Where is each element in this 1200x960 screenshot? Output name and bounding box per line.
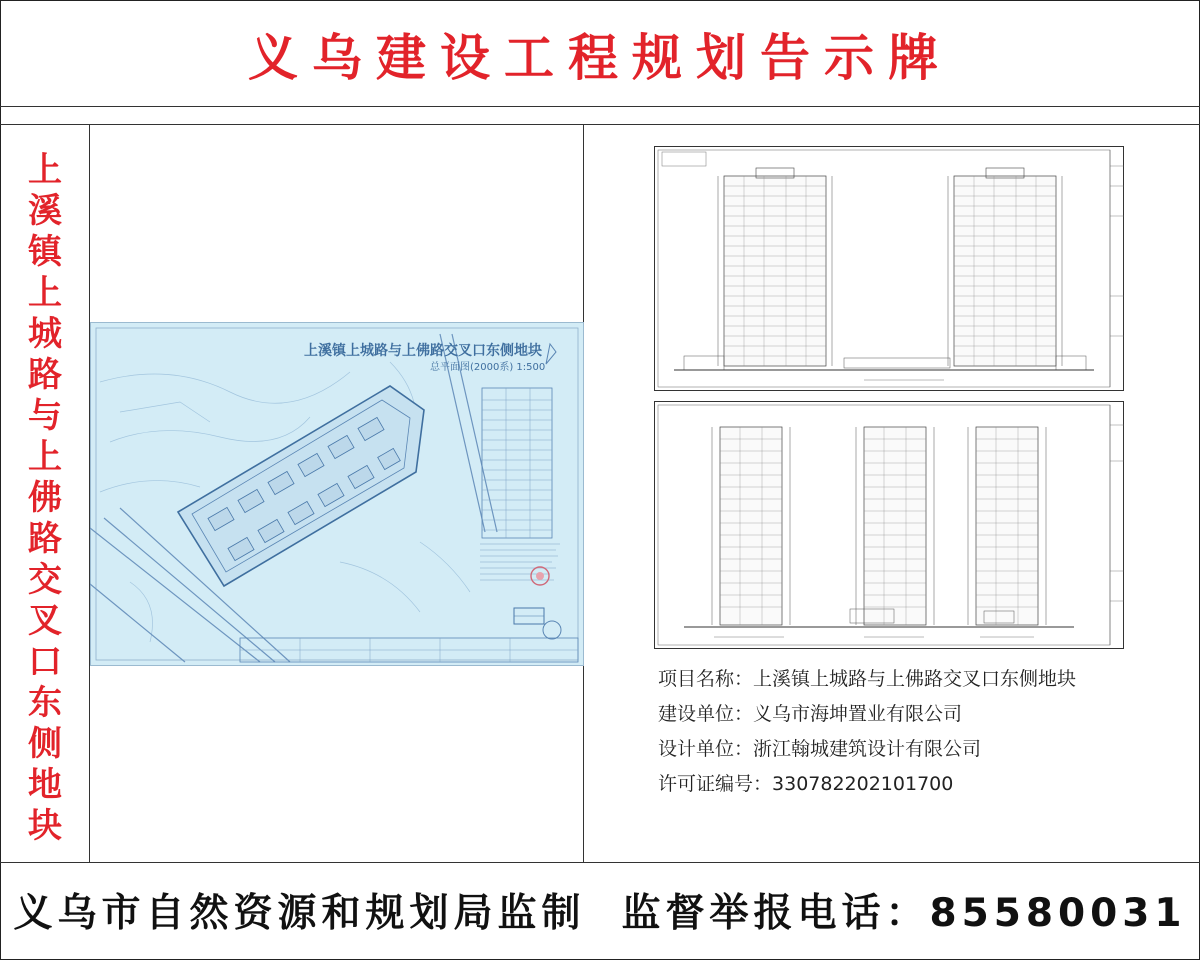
board-title: 义乌建设工程规划告示牌: [248, 29, 952, 87]
project-name-row: [658, 662, 1178, 697]
site-plan-drawing: [90, 322, 584, 666]
project-name-label: 项目名称：: [658, 668, 754, 690]
builder-value: 义乌市海坤置业有限公司: [753, 703, 963, 725]
project-info: [658, 662, 1178, 802]
footer-divider: [0, 862, 1200, 863]
permit-row: [658, 767, 1178, 802]
designer-row: [658, 732, 1178, 767]
elevation-drawing-top: [654, 146, 1124, 391]
header-divider: [0, 106, 1200, 107]
designer-value: 浙江翰城建筑设计有限公司: [753, 738, 982, 760]
permit-value: 330782202101700: [772, 773, 954, 795]
project-name-vertical: 上溪镇上城路与上佛路交叉口东侧地块: [28, 150, 62, 846]
footer-line: [0, 882, 1200, 938]
site-plan-title: 上溪镇上城路与上佛路交叉口东侧地块: [304, 343, 542, 359]
site-plan-subtitle: 总平面图(2000系) 1:500: [430, 362, 546, 373]
elevation-drawing-bottom: [654, 401, 1124, 649]
permit-label: 许可证编号：: [658, 773, 773, 795]
builder-row: [658, 697, 1178, 732]
project-name-value: 上溪镇上城路与上佛路交叉口东侧地块: [753, 668, 1077, 690]
hotline-text: 监督举报电话：85580031: [621, 891, 1187, 936]
header-divider-lower: [0, 124, 1200, 125]
elevation-svg-top: [654, 146, 1124, 391]
designer-label: 设计单位：: [658, 738, 754, 760]
builder-label: 建设单位：: [658, 703, 754, 725]
supervisor-text: 义乌市自然资源和规划局监制: [13, 891, 586, 936]
site-plan-svg: [90, 322, 584, 666]
elevation-svg-bottom: [654, 401, 1124, 649]
